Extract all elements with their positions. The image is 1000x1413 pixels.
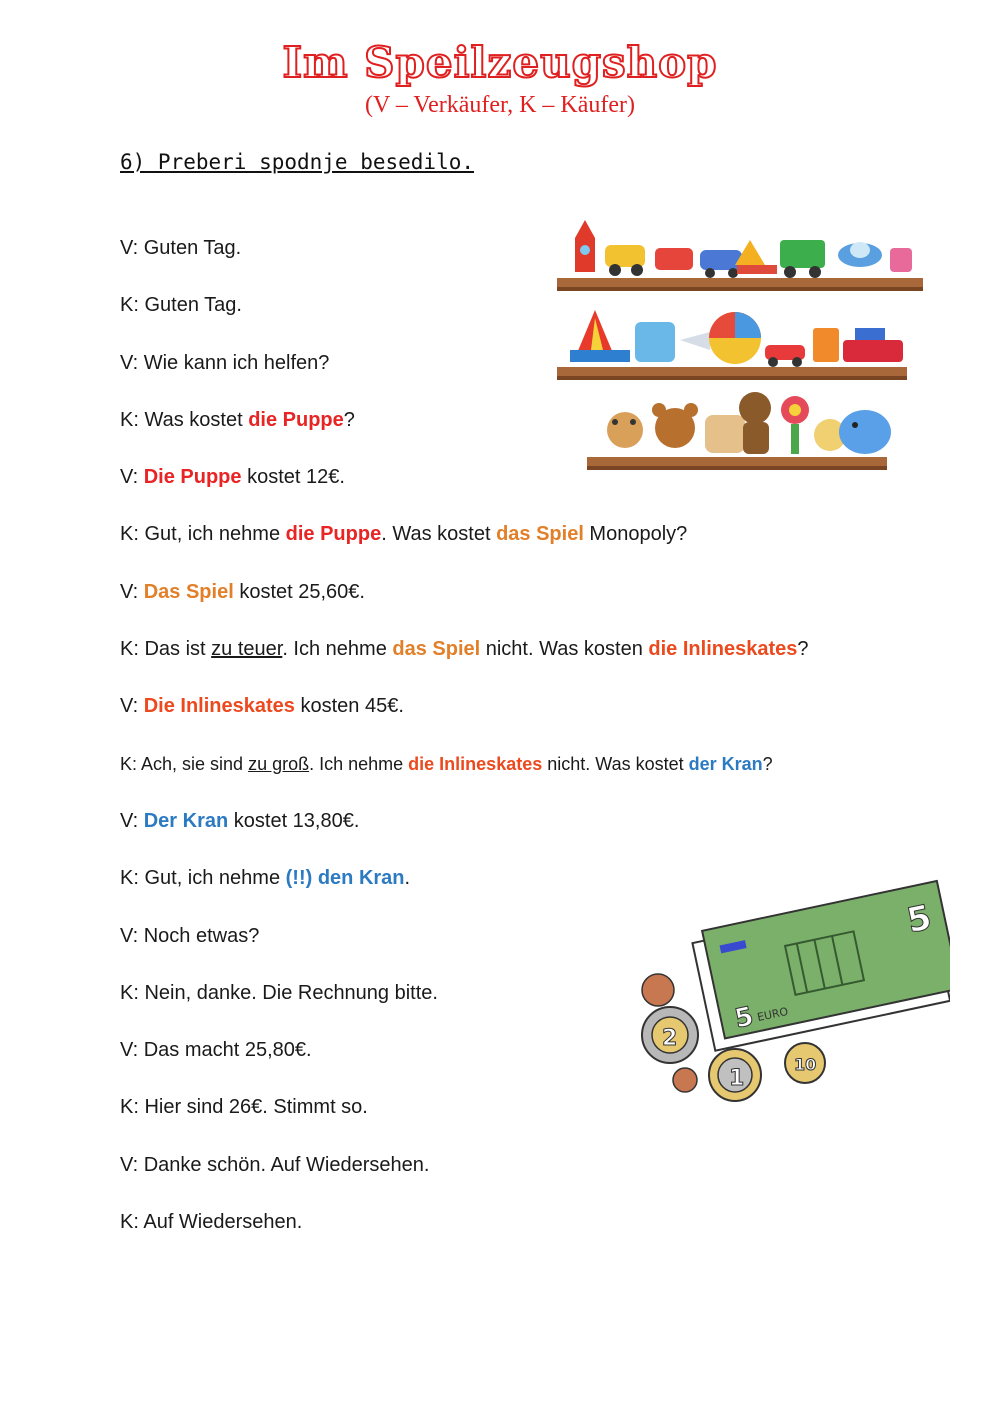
highlight-inlineskates: die Inlineskates <box>648 638 798 661</box>
highlight-puppe: Die Puppe <box>143 466 242 489</box>
dialog-line: V: Die Inlineskates kosten 45€. <box>120 695 404 718</box>
dialog-line: K: Hier sind 26€. Stimmt so. <box>120 1096 368 1119</box>
page-title: Im Speilzeugshop <box>282 38 718 87</box>
dialog-line: K: Gut, ich nehme (!!) den Kran. <box>120 867 411 890</box>
page-subtitle: (V – Verkäufer, K – Käufer) <box>364 92 636 118</box>
dialog-line: V: Noch etwas? <box>120 924 260 947</box>
highlight-puppe: die Puppe <box>248 408 344 431</box>
dialog-line: V: Der Kran kostet 13,80€. <box>120 809 360 832</box>
dialog-line: V: Die Puppe kostet 12€. <box>120 466 345 489</box>
dialog-line: K: Das ist zu teuer. Ich nehme das Spiel nicht. Was kosten die Inlineskates? <box>120 638 809 661</box>
banknote-value-small: 5 <box>732 1001 757 1035</box>
highlight-kran: Der Kran <box>143 809 229 832</box>
underlined-phrase: zu groß <box>248 753 310 774</box>
dialog-line: K: Nein, danke. Die Rechnung bitte. <box>120 981 438 1004</box>
toy-shelves-icon <box>555 210 925 480</box>
task-instruction: 6) Preberi spodnje besedilo. <box>120 150 475 174</box>
coin-value-10: 10 <box>794 1055 817 1074</box>
banknote-value-large: 5 <box>903 897 936 942</box>
highlight-puppe: die Puppe <box>285 523 382 546</box>
highlight-spiel: das Spiel <box>496 523 584 546</box>
dialog-line: V: Danke schön. Auf Wiedersehen. <box>120 1153 430 1176</box>
dialog-line: V: Wie kann ich helfen? <box>120 351 330 374</box>
coin-value-2: 2 <box>662 1026 678 1051</box>
highlight-spiel: das Spiel <box>392 638 481 661</box>
dialog-line: K: Auf Wiedersehen. <box>120 1211 303 1234</box>
dialog-line: K: Gut, ich nehme die Puppe. Was kostet das Spiel Monopoly? <box>120 523 688 546</box>
highlight-inlineskates: Die Inlineskates <box>143 695 295 718</box>
highlight-spiel: Das Spiel <box>143 580 234 603</box>
banknote-currency: EURO <box>756 1004 790 1025</box>
euro-money-icon <box>630 875 950 1115</box>
dialog-line: K: Guten Tag. <box>120 294 242 317</box>
dialog-line: V: Guten Tag. <box>120 237 242 259</box>
coin-value-1: 1 <box>729 1066 745 1091</box>
highlight-kran: der Kran <box>688 753 763 774</box>
dialog-line: V: Das macht 25,80€. <box>120 1039 312 1062</box>
highlight-kran: (!!) den Kran <box>285 867 405 890</box>
dialog-line: K: Ach, sie sind zu groß. Ich nehme die Inlineskates nicht. Was kostet der Kran? <box>120 753 773 774</box>
highlight-inlineskates: die Inlineskates <box>408 753 543 774</box>
dialog-line: K: Was kostet die Puppe? <box>120 408 355 431</box>
dialog-line: V: Das Spiel kostet 25,60€. <box>120 580 365 603</box>
underlined-phrase: zu teuer <box>211 638 283 661</box>
